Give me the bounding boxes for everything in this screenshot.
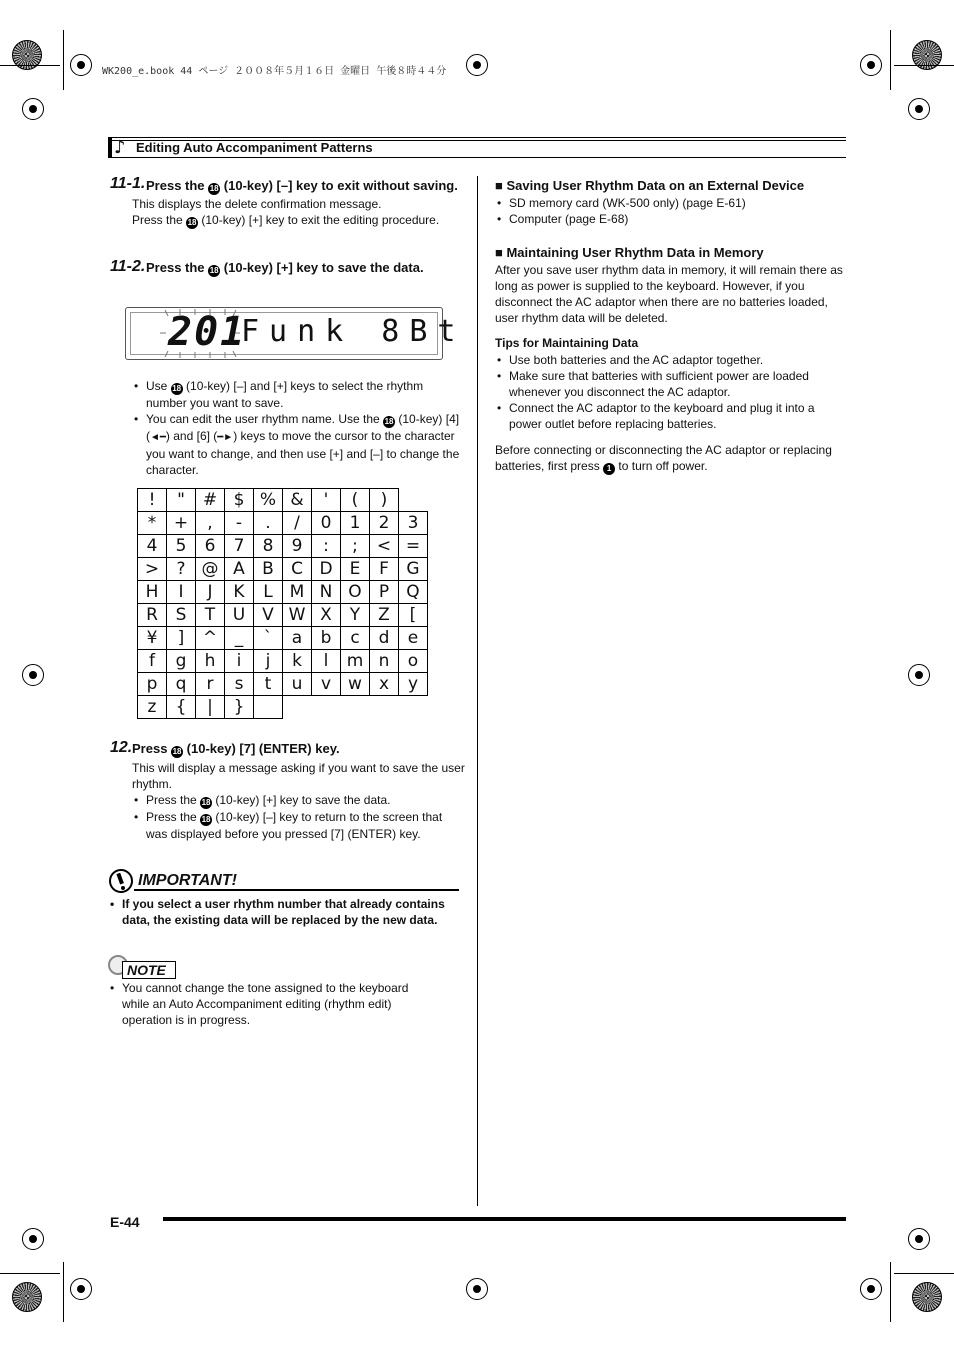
table-row [138,627,428,650]
step-title-pre: Press the [146,260,205,275]
table-cell [254,696,283,719]
table-cell: < [370,535,399,558]
table-cell: R [138,604,167,627]
table-cell: Z [370,604,399,627]
note-label: NOTE [127,962,166,978]
crop-line [890,1262,891,1322]
table-cell: ' [312,489,341,512]
music-note-icon: ♪ [114,137,126,158]
table-row [138,604,428,627]
table-cell: u [283,673,312,696]
important-rule [134,889,459,891]
running-header: WK200_e.book 44 ページ ２００８年５月１６日 金曜日 午後８時４４分 [102,66,447,77]
crosshair-mark [908,664,930,686]
crosshair-mark [466,54,488,76]
step-heading [110,176,465,195]
table-cell: ^ [196,627,225,650]
table-cell: x [370,673,399,696]
table-cell: - [225,512,254,535]
table-cell: n [370,650,399,673]
table-cell: I [167,581,196,604]
ten-key-icon: 18 [172,384,182,393]
table-cell: 6 [196,535,225,558]
table-cell: / [283,512,312,535]
list-item: • SD memory card (WK-500 only) (page E-61) [495,195,845,211]
table-cell: i [225,650,254,673]
rhythm-name: Funk 8Bt [241,314,466,349]
table-cell: 9 [283,535,312,558]
table-cell: | [196,696,225,719]
crop-line [63,30,64,90]
table-cell: E [341,558,370,581]
table-cell: b [312,627,341,650]
crop-line [894,65,954,66]
step-paragraph: This displays the delete confirmation message. [132,197,382,211]
warning-icon [108,868,134,894]
ten-key-icon: 18 [172,747,182,756]
table-cell: @ [196,558,225,581]
rhythm-number: 201 [168,309,247,355]
table-cell: C [283,558,312,581]
table-row [138,535,428,558]
table-cell: 1 [341,512,370,535]
table-cell: [ [399,604,428,627]
crosshair-mark [22,1228,44,1250]
table-row [138,581,428,604]
list-item: • Computer (page E-68) [495,211,845,227]
table-cell: w [341,673,370,696]
table-cell: a [283,627,312,650]
step-title-pre: Press [132,741,168,756]
left-arrow-icon: ◄━ [150,432,166,443]
text-run: Before connecting or disconnecting the AC adaptor or replacing batteries, first press [495,443,832,473]
table-cell: 2 [370,512,399,535]
registration-sunburst-bottom-right [912,1282,942,1312]
step-bullets [110,792,465,842]
note-tag [122,961,176,979]
list-item [132,411,462,478]
text-run: Use [146,379,168,393]
table-cell: % [254,489,283,512]
table-cell: K [225,581,254,604]
list-item: • Use both batteries and the AC adaptor together. [495,352,845,368]
table-cell: O [341,581,370,604]
character-table [137,488,428,719]
step-title-post: (10-key) [–] key to exit without saving. [223,178,458,193]
important-label: IMPORTANT! [138,872,237,889]
table-cell: { [167,696,196,719]
table-cell: ` [254,627,283,650]
table-cell: > [138,558,167,581]
table-row [138,696,428,719]
table-cell: * [138,512,167,535]
text-run: ) keys to move the cursor to the character you want to change, and then use [+] and [–] to change the character. [146,429,460,477]
registration-sunburst-bottom-left [12,1282,42,1312]
table-cell: X [312,604,341,627]
text-run: (10-key) [+] key to exit the editing procedure. [201,213,440,227]
footer-rule [163,1217,846,1221]
step-description: This will display a message asking if you want to save the user rhythm. [132,761,465,791]
section-header [108,137,846,159]
step-number: 11-2. [110,258,146,275]
table-cell: Y [341,604,370,627]
lcd-display [125,307,466,360]
step-title [132,741,340,756]
table-cell: s [225,673,254,696]
step-heading [110,740,465,758]
crosshair-mark [860,54,882,76]
table-cell: U [225,604,254,627]
table-cell: M [283,581,312,604]
table-cell: A [225,558,254,581]
ten-key-icon: 18 [384,417,394,426]
step-12 [110,740,465,842]
right-column [495,178,845,475]
table-cell [312,696,341,719]
table-cell: V [254,604,283,627]
list-item [108,896,458,928]
table-cell: F [370,558,399,581]
table-cell: N [312,581,341,604]
header-rule [108,137,846,138]
table-cell: ? [167,558,196,581]
table-cell: q [167,673,196,696]
text-run: (10-key) [+] key to save the data. [215,793,391,807]
table-row [138,558,428,581]
table-cell: & [283,489,312,512]
ten-key-icon: 18 [201,815,211,824]
section-title: Editing Auto Accompaniment Patterns [136,140,373,155]
step-title [146,260,424,275]
table-cell: e [399,627,428,650]
table-cell: : [312,535,341,558]
table-cell: L [254,581,283,604]
crosshair-mark [466,1278,488,1300]
crosshair-mark [22,98,44,120]
table-cell: ] [167,627,196,650]
step-number: 11-1. [110,175,146,192]
table-cell: P [370,581,399,604]
crosshair-mark [70,1278,92,1300]
crosshair-mark [860,1278,882,1300]
table-row [138,512,428,535]
table-cell: S [167,604,196,627]
tips-title: Tips for Maintaining Data [495,336,639,350]
crop-line [0,1273,60,1274]
table-cell: g [167,650,196,673]
right-arrow-icon: ━► [217,432,234,443]
table-cell: v [312,673,341,696]
text-run: (10-key) [–] and [+] keys to select the rhythm number you want to save. [146,379,424,410]
ten-key-icon: 18 [209,184,219,193]
table-cell: m [341,650,370,673]
step-title-post: (10-key) [7] (ENTER) key. [186,741,340,756]
table-cell: d [370,627,399,650]
table-row [138,650,428,673]
table-cell: T [196,604,225,627]
table-cell: G [399,558,428,581]
table-cell: o [399,650,428,673]
table-cell: } [225,696,254,719]
storage-list [495,195,845,227]
table-cell [341,696,370,719]
header-rule [108,157,846,158]
text-run: Press the [146,793,197,807]
text-run: Press the [146,810,197,824]
step-title-post: (10-key) [+] key to save the data. [223,260,424,275]
table-cell: 7 [225,535,254,558]
ten-key-icon: 18 [201,798,211,807]
power-key-icon: 1 [603,463,615,475]
table-cell: l [312,650,341,673]
table-cell: 8 [254,535,283,558]
table-cell: ¥ [138,627,167,650]
page-number: E-44 [110,1214,140,1230]
step-title [146,178,458,193]
table-cell: ( [341,489,370,512]
step-number: 12. [110,739,133,756]
text-run: Press the [132,213,183,227]
paragraph [495,442,845,475]
important-text: If you select a user rhythm number that already contains data, the existing data will be replaced by the new data. [122,897,445,927]
list-item [132,378,462,411]
table-cell [283,696,312,719]
important-list [108,896,458,928]
note-list [108,980,438,1028]
table-cell: ) [370,489,399,512]
step-11-2 [110,259,470,277]
table-cell: Q [399,581,428,604]
table-cell: , [196,512,225,535]
text-run: to turn off power. [618,459,708,473]
crop-line [63,1262,64,1322]
step-heading [110,259,470,277]
table-cell: y [399,673,428,696]
table-cell: j [254,650,283,673]
table-row [138,489,428,512]
table-cell: B [254,558,283,581]
table-cell: H [138,581,167,604]
table-cell: f [138,650,167,673]
table-cell: ! [138,489,167,512]
table-cell: " [167,489,196,512]
list-item: • Connect the AC adaptor to the keyboard and plug it into a power outlet before replacing batteries. [495,400,845,432]
table-cell [370,696,399,719]
table-cell: . [254,512,283,535]
table-cell: r [196,673,225,696]
text-run: ) and [6] ( [165,429,218,443]
table-cell: + [167,512,196,535]
table-cell: 0 [312,512,341,535]
crosshair-mark [70,54,92,76]
ten-key-icon: 18 [209,266,219,275]
table-cell: 3 [399,512,428,535]
step-paragraph [132,212,465,229]
table-cell: 4 [138,535,167,558]
table-cell: 5 [167,535,196,558]
text-run: You can edit the user rhythm name. Use the [146,412,380,426]
table-cell [399,489,428,512]
crop-line [0,65,60,66]
table-cell: ; [341,535,370,558]
table-cell: z [138,696,167,719]
crosshair-mark [908,1228,930,1250]
display-instructions [132,378,462,478]
list-item [132,809,465,842]
step-title-pre: Press the [146,178,205,193]
crop-line [894,1273,954,1274]
crosshair-mark [22,664,44,686]
list-item [108,980,438,1028]
note-text: You cannot change the tone assigned to the keyboard while an Auto Accompaniment editing (rhythm edit) operation is in progress. [122,981,409,1027]
text-run: (10-key) [4] ( [146,412,460,443]
table-cell: t [254,673,283,696]
table-cell [399,696,428,719]
table-cell: h [196,650,225,673]
text-run: (10-key) [–] key to return to the screen that was displayed before you pressed [7] (ENTER) key. [146,810,443,841]
list-item [132,792,465,809]
table-cell: $ [225,489,254,512]
crosshair-mark [908,98,930,120]
list-item: • Make sure that batteries with sufficient power are loaded whenever you disconnect the AC adaptor. [495,368,845,400]
crop-line [890,30,891,90]
table-cell: k [283,650,312,673]
tips-list [495,352,845,432]
step-description [110,196,465,229]
table-cell: = [399,535,428,558]
header-bar [108,137,112,158]
table-cell: # [196,489,225,512]
table-cell: c [341,627,370,650]
paragraph: After you save user rhythm data in memory, it will remain there as long as power is supplied to the keyboard. However, if you disconnect the AC adaptor when there are no batteries loaded, user rhythm data will be deleted. [495,263,843,325]
table-cell: J [196,581,225,604]
table-cell: _ [225,627,254,650]
column-divider [477,176,478,1206]
table-cell: W [283,604,312,627]
table-cell: p [138,673,167,696]
ten-key-icon: 18 [187,218,197,227]
step-11-1 [110,176,465,229]
subsection-heading: ■ Maintaining User Rhythm Data in Memory [495,245,764,260]
subsection-heading: ■ Saving User Rhythm Data on an External Device [495,178,805,193]
table-cell: D [312,558,341,581]
table-row [138,673,428,696]
